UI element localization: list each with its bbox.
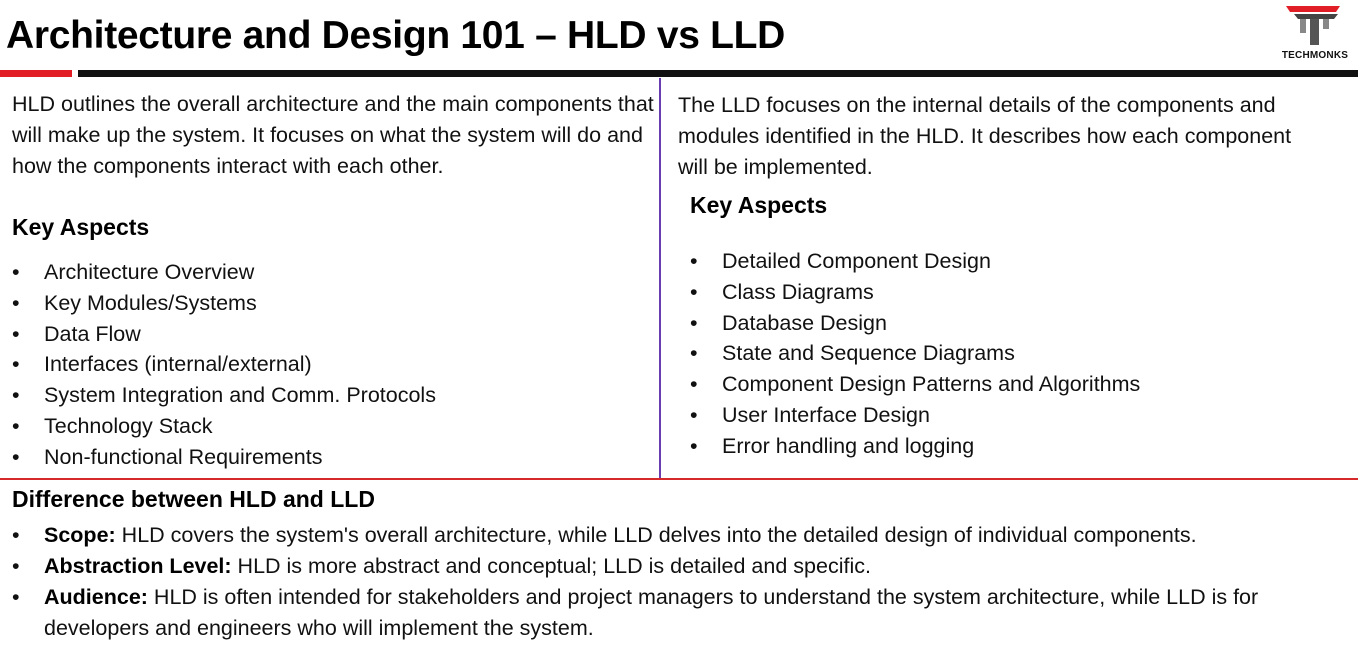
section-divider [0,478,1358,480]
difference-term: Audience: [44,585,148,609]
difference-list [12,520,1342,644]
list-item: • User Interface Design [690,400,1140,431]
logo-text: TECHMONKS [1281,50,1349,61]
difference-text: HLD covers the system's overall architecture, while LLD delves into the detailed design of individual components. [115,523,1197,547]
page-title: Architecture and Design 101 – HLD vs LLD [6,14,786,57]
list-item: • Key Modules/Systems [12,288,436,319]
hld-description: HLD outlines the overall architecture and the main components that will make up the system. It focuses on what the system will do and how the components interact with each other. [12,92,654,178]
hld-aspects-heading: Key Aspects [12,214,150,240]
difference-text: HLD is more abstract and conceptual; LLD is detailed and specific. [231,554,871,578]
list-item: • Non-functional Requirements [12,442,436,473]
lld-description: The LLD focuses on the internal details of the components and modules identified in the HLD. It describes how each component will be implemented. [678,93,1292,179]
difference-term: Abstraction Level: [44,554,232,578]
list-item: • Error handling and logging [690,431,1140,462]
list-item: • Interfaces (internal/external) [12,349,436,380]
lld-aspects-list [690,246,1140,462]
difference-term: Scope: [44,523,116,547]
difference-heading: Difference between HLD and LLD [12,486,375,512]
lld-aspects-heading: Key Aspects [690,192,828,218]
list-item: • Technology Stack [12,411,436,442]
hld-aspects-list [12,257,436,473]
header-accent-bar [0,70,72,77]
header-underline-bar [78,70,1358,77]
list-item: • State and Sequence Diagrams [690,338,1140,369]
list-item [12,582,1342,644]
list-item: • Class Diagrams [690,277,1140,308]
list-item: • Database Design [690,308,1140,339]
list-item: • Detailed Component Design [690,246,1140,277]
list-item: • Data Flow [12,319,436,350]
column-divider [659,78,661,479]
list-item: • Component Design Patterns and Algorithms [690,369,1140,400]
list-item [12,520,1342,551]
list-item: • Architecture Overview [12,257,436,288]
list-item [12,551,1342,582]
difference-text: HLD is often intended for stakeholders and project managers to understand the system architecture, while LLD is for developers and engineers who will implement the system. [44,585,1259,640]
list-item: • System Integration and Comm. Protocols [12,380,436,411]
